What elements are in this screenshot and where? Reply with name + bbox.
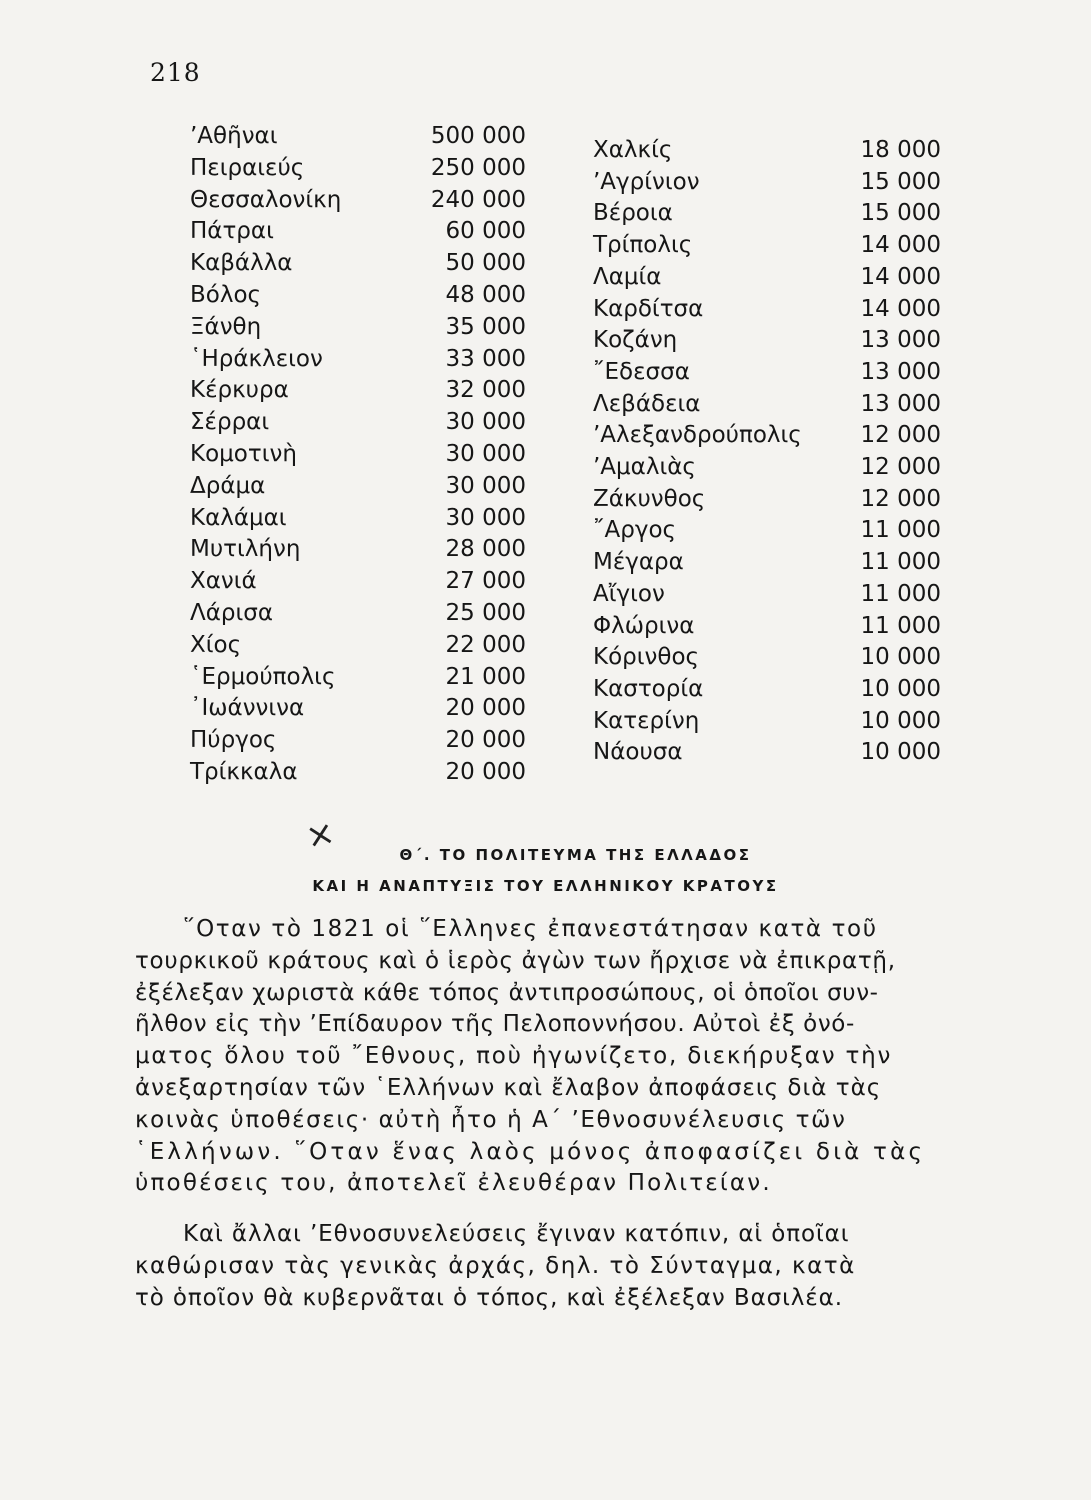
population-value: 20 000	[445, 759, 526, 785]
city-name: Κέρκυρα	[190, 377, 289, 404]
population-list-right	[593, 136, 953, 776]
paragraph-line: ῾Ελλήνων. ῞Οταν ἕνας λαὸς μόνος ἀποφασίζει διὰ τὰς	[135, 1138, 926, 1165]
city-name: Καρδίτσα	[593, 295, 704, 322]
city-name: Χαλκίς	[593, 137, 673, 163]
city-name: Χίος	[190, 631, 242, 658]
population-value: 240 000	[430, 186, 526, 213]
paragraph-line: ἐξέλεξαν χωριστὰ κάθε τόπος ἀντιπροσώπους, οἱ ὁποῖοι συν-	[135, 979, 879, 1006]
city-name: Λεβάδεια	[593, 390, 701, 417]
population-value: 11 000	[860, 580, 941, 607]
city-name: Κόρινθος	[593, 644, 700, 671]
paragraph-2	[135, 1219, 975, 1314]
city-name: Ζάκυνθος	[593, 485, 706, 512]
paragraph-line: ματος ὅλου τοῦ ῎Εθνους, ποὺ ἠγωνίζετο, διεκήρυξαν τὴν	[135, 1043, 893, 1070]
population-value: 25 000	[445, 600, 526, 626]
city-name: ᾿Ιωάννινα	[190, 695, 305, 722]
paragraph-line: ῞Οταν τὸ 1821 οἱ ῞Ελληνες ἐπανεστάτησαν κατὰ τοῦ	[183, 916, 878, 942]
population-value: 60 000	[445, 218, 526, 245]
paragraph-1	[135, 914, 975, 1200]
city-name: Πύργος	[190, 727, 277, 754]
city-name: Σέρραι	[190, 409, 270, 436]
population-value: 11 000	[860, 549, 941, 576]
population-value: 15 000	[860, 200, 941, 227]
population-value: 32 000	[445, 377, 526, 404]
population-value: 35 000	[445, 313, 526, 340]
population-value: 10 000	[860, 739, 941, 766]
city-name: Βέροια	[593, 200, 673, 227]
city-name: Αἴγιον	[593, 580, 665, 607]
city-name: Μυτιλήνη	[190, 536, 301, 563]
city-name: ῾Ερμούπολις	[190, 663, 336, 690]
city-name: Νάουσα	[593, 739, 683, 766]
population-value: 30 000	[445, 504, 526, 531]
handwritten-cross-mark: ×	[302, 812, 339, 858]
population-value: 27 000	[445, 568, 526, 595]
city-name: Λάρισα	[190, 600, 274, 626]
population-value: 12 000	[860, 485, 941, 512]
paragraph-line: τουρκικοῦ κράτους καὶ ὁ ἱερὸς ἀγὼν των ἤρχισε νὰ ἐπικρατῇ,	[135, 947, 896, 974]
city-name: Τρίπολις	[593, 232, 693, 259]
city-name: Καλάμαι	[190, 504, 287, 531]
population-value: 11 000	[860, 517, 941, 544]
population-value: 20 000	[445, 727, 526, 754]
population-value: 30 000	[445, 472, 526, 499]
city-name: Φλώρινα	[593, 612, 695, 639]
population-value: 50 000	[445, 250, 526, 277]
population-value: 21 000	[445, 663, 526, 690]
city-name: Θεσσαλονίκη	[190, 186, 342, 213]
population-value: 13 000	[860, 358, 941, 385]
city-name: Ξάνθη	[190, 313, 262, 340]
city-name: Καβάλλα	[190, 250, 293, 277]
paragraph-line: ῆλθον εἰς τὴν ’Επίδαυρον τῆς Πελοποννήσου. Αὐτοὶ ἐξ ὀνό-	[135, 1011, 855, 1038]
population-value: 14 000	[860, 232, 941, 259]
city-name: Μέγαρα	[593, 549, 684, 576]
population-value: 12 000	[860, 422, 941, 449]
population-value: 14 000	[860, 295, 941, 322]
page-number: 218	[150, 58, 201, 87]
city-name: Δράμα	[190, 472, 266, 499]
population-list-left	[190, 122, 540, 802]
city-name: ῎Εδεσσα	[593, 358, 690, 385]
population-value: 10 000	[860, 675, 941, 702]
population-value: 12 000	[860, 454, 941, 480]
paragraph-line: ὑποθέσεις του, ἀποτελεῖ ἐλευθέραν Πολιτείαν.	[135, 1170, 772, 1197]
city-name: ῎Αργος	[593, 517, 677, 544]
population-value: 28 000	[445, 536, 526, 563]
population-value: 33 000	[445, 345, 526, 372]
city-name: Βόλος	[190, 282, 262, 308]
population-value: 15 000	[860, 168, 941, 195]
population-value: 30 000	[445, 409, 526, 436]
population-value: 10 000	[860, 707, 941, 734]
population-value: 18 000	[860, 137, 941, 163]
paragraph-line: ἀνεξαρτησίαν τῶν ῾Ελλήνων καὶ ἔλαβον ἀποφάσεις διὰ τὰς	[135, 1074, 882, 1101]
city-name: ῾Ηράκλειον	[190, 345, 323, 372]
population-value: 10 000	[860, 644, 941, 671]
city-name: ’Αμαλιὰς	[593, 454, 696, 480]
paragraph-line: καθώρισαν τὰς γενικὰς ἀρχάς, δηλ. τὸ Σύνταγμα, κατὰ	[135, 1252, 856, 1279]
city-name: Καστορία	[593, 675, 704, 702]
population-value: 48 000	[445, 282, 526, 308]
city-name: Λαμία	[593, 263, 662, 290]
population-value: 11 000	[860, 612, 941, 639]
population-value: 500 000	[430, 123, 526, 149]
section-heading-line2: ΚΑΙ Η ΑΝΑΠΤΥΞΙΣ ΤΟΥ ΕΛΛΗΝΙΚΟΥ ΚΡΑΤΟΥΣ	[312, 877, 779, 895]
population-value: 250 000	[430, 154, 526, 181]
population-value: 22 000	[445, 631, 526, 658]
city-name: Κατερίνη	[593, 707, 700, 734]
city-name: Κοζάνη	[593, 327, 678, 354]
city-name: ’Αλεξανδρούπολις	[593, 422, 802, 449]
city-name: ’Αθῆναι	[190, 123, 278, 149]
city-name: Κομοτινὴ	[190, 441, 297, 467]
city-name: Πάτραι	[190, 218, 274, 245]
city-name: ’Αγρίνιον	[593, 168, 700, 195]
paragraph-line: τὸ ὁποῖον θὰ κυβερνᾶται ὁ τόπος, καὶ ἐξέλεξαν Βασιλέα.	[135, 1284, 843, 1311]
city-name: Τρίκκαλα	[190, 759, 298, 785]
population-value: 20 000	[445, 695, 526, 722]
paragraph-line: Καὶ ἄλλαι ’Εθνοσυνελεύσεις ἔγιναν κατόπιν, αἱ ὁποῖαι	[183, 1221, 850, 1247]
city-name: Χανιά	[190, 568, 257, 595]
population-value: 14 000	[860, 263, 941, 290]
city-name: Πειραιεύς	[190, 154, 305, 181]
population-value: 30 000	[445, 441, 526, 467]
paragraph-line: κοινὰς ὑποθέσεις· αὐτὴ ἦτο ἡ Α΄ ’Εθνοσυνέλευσις τῶν	[135, 1106, 847, 1133]
section-heading-line1: Θ΄. ΤΟ ΠΟΛΙΤΕΥΜΑ ΤΗΣ ΕΛΛΑΔΟΣ	[399, 846, 752, 864]
population-value: 13 000	[860, 390, 941, 417]
population-value: 13 000	[860, 327, 941, 354]
